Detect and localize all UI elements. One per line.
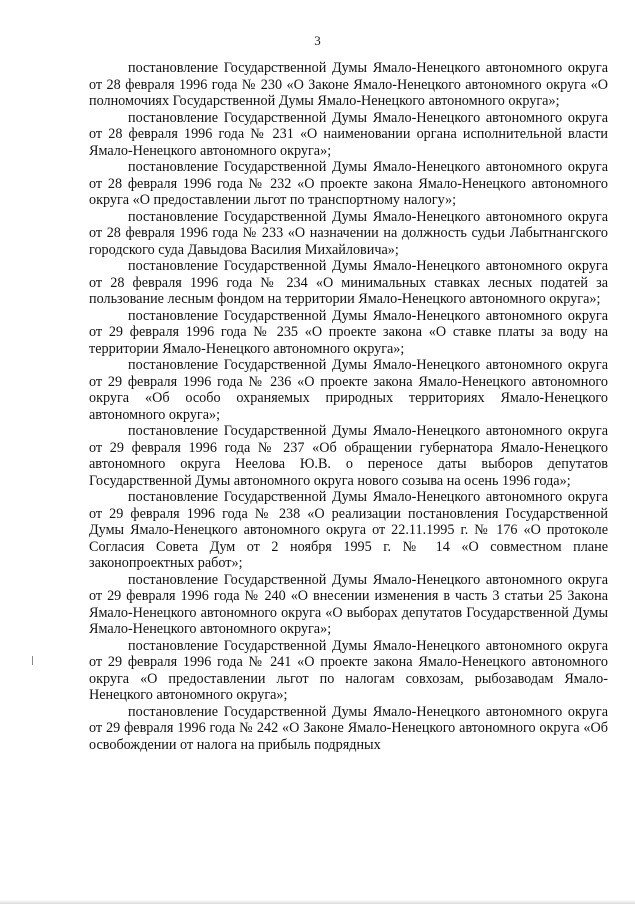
paragraph-resolution-231: постановление Государственной Думы Ямало-Ненецкого автономного округа от 28 февраля 1996 года № 231 «О наименовании органа исполнительной власти Ямало-Ненецкого автономного округа»; xyxy=(89,109,608,159)
page-number: 3 xyxy=(314,33,321,48)
document-body xyxy=(89,60,608,753)
paragraph-resolution-233: постановление Государственной Думы Ямало-Ненецкого автономного округа от 28 февраля 1996 года № 233 «О назначении на должность судьи Лабытнангского городского суда Давыдова Василия Михайловича»; xyxy=(89,208,608,258)
paragraph-resolution-241: постановление Государственной Думы Ямало-Ненецкого автономного округа от 29 февраля 1996 года № 241 «О проекте закона Ямало-Ненецкого автономного округа «О предоставлении льгот по налогам совхозам, рыбозаводам Ямало-Ненецкого автономного округа»; xyxy=(89,637,608,703)
paragraph-resolution-234: постановление Государственной Думы Ямало-Ненецкого автономного округа от 28 февраля 1996 года № 234 «О минимальных ставках лесных податей за пользование лесным фондом на территории Ямало-Ненецкого автономного округа»; xyxy=(89,258,608,307)
paragraph-resolution-235: постановление Государственной Думы Ямало-Ненецкого автономного округа от 29 февраля 1996 года № 235 «О проекте закона «О ставке платы за воду на территории Ямало-Ненецкого автономного округа»; xyxy=(89,307,608,357)
scan-bottom-edge xyxy=(0,900,635,904)
paragraph-resolution-237: постановление Государственной Думы Ямало-Ненецкого автономного округа от 29 февраля 1996 года № 237 «Об обращении губернатора Ямало-Ненецкого автономного округа Неелова Ю.В. о переносе даты выборов депутатов Государственной Думы автономного округа нового созыва на осень 1996 года»; xyxy=(89,423,608,489)
paragraph-resolution-236: постановление Государственной Думы Ямало-Ненецкого автономного округа от 29 февраля 1996 года № 236 «О проекте закона Ямало-Ненецкого автономного округа «Об особо охраняемых природных территориях Ямало-Ненецкого автономного округа»; xyxy=(89,357,608,423)
paragraph-resolution-232: постановление Государственной Думы Ямало-Ненецкого автономного округа от 28 февраля 1996 года № 232 «О проекте закона Ямало-Ненецкого автономного округа «О предоставлении льгот по транспортному налогу»; xyxy=(89,159,608,208)
paragraph-resolution-242: постановление Государственной Думы Ямало-Ненецкого автономного округа от 29 февраля 1996 года № 242 «О Законе Ямало-Ненецкого автономного округа «Об освобождении от налога на прибыль подрядных xyxy=(89,703,608,753)
paragraph-resolution-238: постановление Государственной Думы Ямало-Ненецкого автономного округа от 29 февраля 1996 года № 238 «О реализации постановления Государственной Думы Ямало-Ненецкого автономного округа от 22.11.1995 г. № 176 «О протоколе Согласия Совета Дум от 2 ноября 1995 г. № 14 «О совместном плане законопроектных работ»; xyxy=(89,489,608,571)
paragraph-resolution-230: постановление Государственной Думы Ямало-Ненецкого автономного округа от 28 февраля 1996 года № 230 «О Законе Ямало-Ненецкого автономного округа «О полномочиях Государственной Думы Ямало-Ненецкого автономного округа»; xyxy=(89,60,608,109)
scan-margin-mark xyxy=(32,656,33,665)
paragraph-resolution-240: постановление Государственной Думы Ямало-Ненецкого автономного округа от 29 февраля 1996 года № 240 «О внесении изменения в часть 3 статьи 25 Закона Ямало-Ненецкого автономного округа «О выборах депутатов Государственной Думы Ямало-Ненецкого автономного округа»; xyxy=(89,571,608,637)
